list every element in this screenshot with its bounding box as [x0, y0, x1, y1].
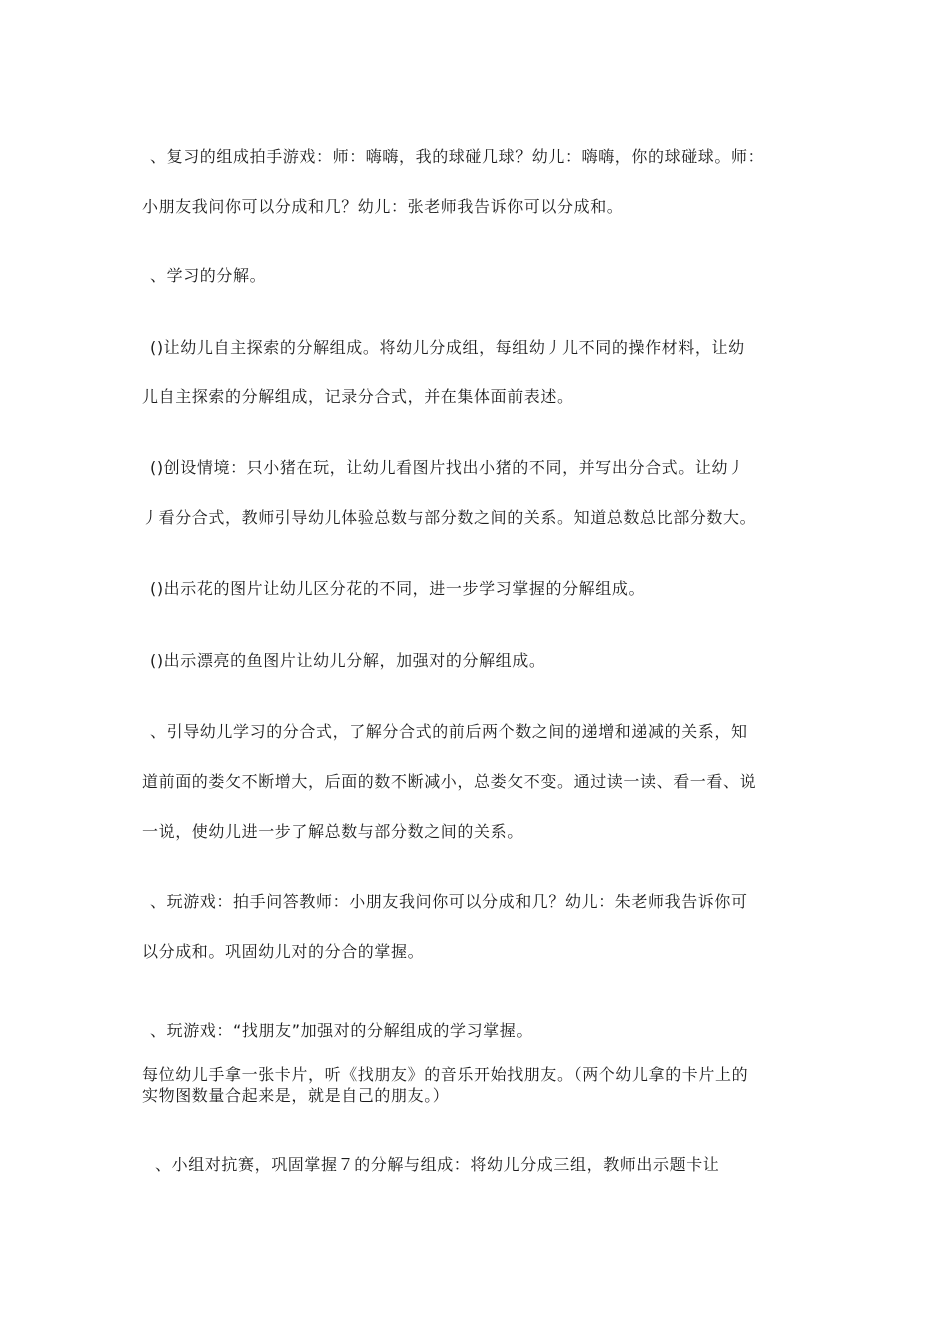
- text-line: 一说，使幼儿进一步了解总数与部分数之间的关系。: [142, 822, 524, 841]
- text-line: 、玩游戏：“找朋友”加强对的分解组成的学习掌握。: [150, 1021, 533, 1040]
- text-line: 、学习的分解。: [150, 266, 267, 285]
- text-line: 道前面的娄攵不断增大，后面的数不断减小，总娄攵不变。通过读一读、看一看、说: [142, 772, 757, 791]
- text-line: ()让幼儿自主探索的分解组成。将幼儿分成组，每组幼丿儿不同的操作材料，让幼: [150, 338, 745, 357]
- text-line: ()出示漂亮的鱼图片让幼儿分解，加强对的分解组成。: [150, 651, 546, 670]
- text-line: 儿自主探索的分解组成，记录分合式，并在集体面前表述。: [142, 387, 574, 406]
- text-line: 每位幼儿手拿一张卡片，听《找朋友》的音乐开始找朋友。（两个幼儿拿的卡片上的: [142, 1065, 749, 1084]
- text-line: 、引导幼儿学习的分合式，了解分合式的前后两个数之间的递增和递减的关系，知: [150, 722, 748, 741]
- text-line: 、小组对抗赛，巩固掌握７的分解与组成：将幼儿分成三组，教师出示题卡让: [155, 1155, 720, 1174]
- text-line: 、玩游戏：拍手问答教师：小朋友我问你可以分成和几？幼儿：朱老师我告诉你可: [150, 892, 748, 911]
- text-line: 以分成和。巩固幼儿对的分合的掌握。: [142, 942, 425, 961]
- text-line: ()创设情境：只小猪在玩，让幼儿看图片找出小猪的不同，并写出分合式。让幼丿: [150, 458, 745, 477]
- text-line: 实物图数量合起来是，就是自己的朋友。）: [142, 1086, 450, 1105]
- text-line: 丿看分合式，教师引导幼儿体验总数与部分数之间的关系。知道总数总比部分数大。: [142, 508, 757, 527]
- text-line: 小朋友我问你可以分成和几？幼儿：张老师我告诉你可以分成和。: [142, 197, 624, 216]
- text-line: 、复习的组成拍手游戏：师：嗨嗨，我的球碰几球？幼儿：嗨嗨，你的球碰球。师：: [150, 147, 765, 166]
- text-line: ()出示花的图片让幼儿区分花的不同，进一步学习掌握的分解组成。: [150, 579, 646, 598]
